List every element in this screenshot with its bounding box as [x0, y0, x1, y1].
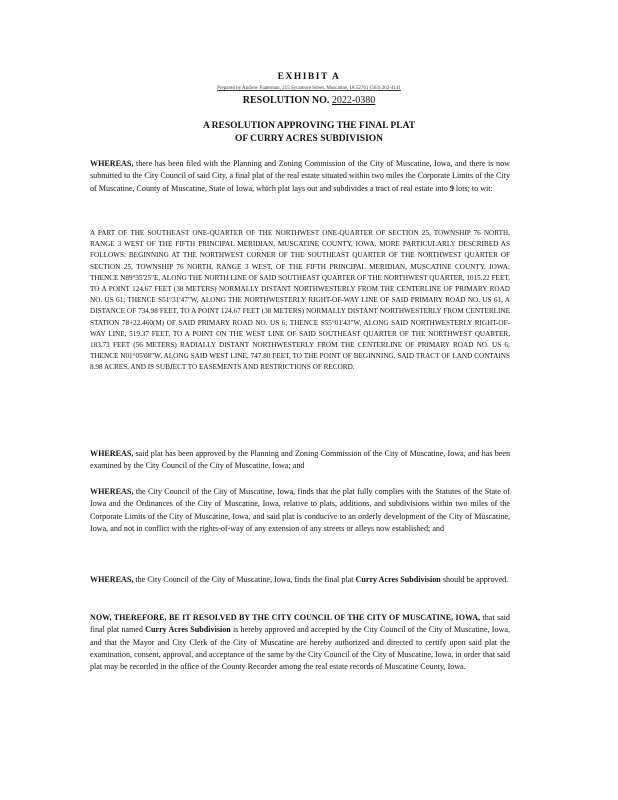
exhibit-heading: EXHIBIT A: [277, 72, 341, 82]
whereas-lead: WHEREAS,: [90, 159, 134, 168]
paragraph-whereas-4: [90, 574, 510, 586]
whereas-lead: WHEREAS,: [90, 575, 134, 584]
paragraph-whereas-2: [90, 448, 510, 473]
resolution-number: 2022-0380: [331, 95, 376, 106]
paragraph-text: said plat has been approved by the Planning and Zoning Commission of the City of Muscatine, Iowa, and has been examined by the City Council of the City of Muscatine, Iowa; and: [90, 449, 510, 471]
subdivision-name: Curry Acres Subdivision: [145, 625, 231, 635]
subdivision-name: Curry Acres Subdivision: [355, 575, 441, 584]
prepared-by-line: Prepared by Andrew Fiaterman, 215 Sycamore Street, Muscatine, IA 52761 (563) 262-4141: [217, 86, 401, 91]
resolved-lead: NOW, THEREFORE, BE IT RESOLVED BY THE CITY COUNCIL OF THE CITY OF MUSCATINE, IOWA,: [90, 613, 481, 622]
paragraph-text: should be approved.: [440, 575, 509, 584]
resolution-label: RESOLUTION NO.: [242, 95, 330, 106]
paragraph-whereas-1: [90, 158, 510, 195]
whereas-lead: WHEREAS,: [90, 449, 134, 458]
lot-count: 9: [449, 183, 454, 193]
legal-description: A PART OF THE SOUTHEAST ONE-QUARTER OF THE NORTHWEST ONE-QUARTER OF SECTION 25, TOWNSHIP 76 NORTH, RANGE 3 WEST OF THE FIFTH PRINCIPAL MERIDIAN, MUSCATINE COUNTY, IOWA, MORE PARTICULARLY DESCRIBED AS FOLLOWS: BEGINNING AT THE NORTHWEST CORNER OF THE SOUTHEAST QUARTER OF THE NORTHWEST QUARTER OF SECTION 25, TOWNSHIP 76 NORTH, RANGE 3 WEST, OF THE FIFTH PRINCIPAL MERIDIAN, MUSCATINE COUNTY, IOWA; THENCE N89°35'25"E, ALONG THE NORTH LINE OF SAID SOUTHEAST QUARTER OF THE NORTHWEST QUARTER, 1015.22 FEET, TO A POINT 124.67 FEET (38 METERS) NORMALLY DISTANT NORTHWESTERLY FROM THE CENTERLINE OF PRIMARY ROAD NO. US 61; THENCE S51°31'47"W, ALONG THE NORTHWESTERLY RIGHT-OF-WAY LINE OF SAID PRIMARY ROAD NO. US 61, A DISTANCE OF 734.98 FEET, TO A POINT 124.67 FEET (38 METERS) NORMALLY DISTANT NORTHWESTERLY FROM CENTERLINE STATION 78+22.460(M) OF SAID PRIMARY ROAD NO. US 6; THENCE S55°01'43"W, ALONG SAID NORTHWESTERLY RIGHT-OF-WAY LINE, 519.37 FEET, TO A POINT ON THE WEST LINE OF SAID SOUTHEAST QUARTER OF THE NORTHWEST QUARTER, 183.73 FEET (56 METERS) RADIALLY DISTANT NORTHWESTERLY FROM THE CENTERLINE OF PRIMARY ROAD NO. US 6; THENCE N01°05'08"W, ALONG SAID WEST LINE, 747.80 FEET, TO THE POINT OF BEGINNING. SAID TRACT OF LAND CONTAINS 8.98 ACRES, AND IS SUBJECT TO EASEMENTS AND RESTRICTIONS OF RECORD.: [90, 229, 510, 372]
resolution-number-line: [0, 95, 618, 106]
paragraph-text: lots; to wit:: [453, 183, 493, 193]
paragraph-text: is hereby approved and accepted by the City Council of the City of Muscatine, Iowa, and that the Mayor and City Clerk of the City of Muscatine are hereby authorized and directed to certify upon said plat the examination, consent, approval, and acceptance of the same by the City Council of the City of Muscatine, Iowa, in order that said plat may be recorded in the office of the County Recorder among the real estate records of Muscatine County, Iowa.: [90, 625, 510, 672]
paragraph-resolved: [90, 612, 510, 673]
paragraph-text: there has been filed with the Planning and Zoning Commission of the City of Muscatine, Iowa, and there is now submitted to the City Council of said City, a final plat of the real estate situated within two miles the Corporate Limits of the City of Muscatine, County of Muscatine, State of Iowa, which plat lays out and subdivides a tract of real estate into: [90, 159, 510, 193]
paragraph-text: that said final plat named: [90, 613, 510, 635]
paragraph-text: the City Council of the City of Muscatine, Iowa, finds that the plat fully complies with the Statutes of the State of Iowa and the Ordinances of the City of Muscatine, Iowa, relative to plats, additions, and subdivisions within two miles of the Corporate Limits of the City of Muscatine, Iowa, and said plat is conducive to an orderly development of the City of Muscatine, Iowa, and not in conflict with the rights-of-way of any extension of any streets or alleys now established; and: [90, 487, 510, 533]
title-line-1: A RESOLUTION APPROVING THE FINAL PLAT: [202, 121, 416, 131]
resolution-title: [0, 120, 618, 146]
title-line-2: OF CURRY ACRES SUBDIVISION: [234, 134, 384, 144]
paragraph-whereas-3: [90, 486, 510, 535]
paragraph-text: the City Council of the City of Muscatine, Iowa, finds the final plat: [133, 575, 356, 584]
whereas-lead: WHEREAS,: [90, 487, 134, 496]
